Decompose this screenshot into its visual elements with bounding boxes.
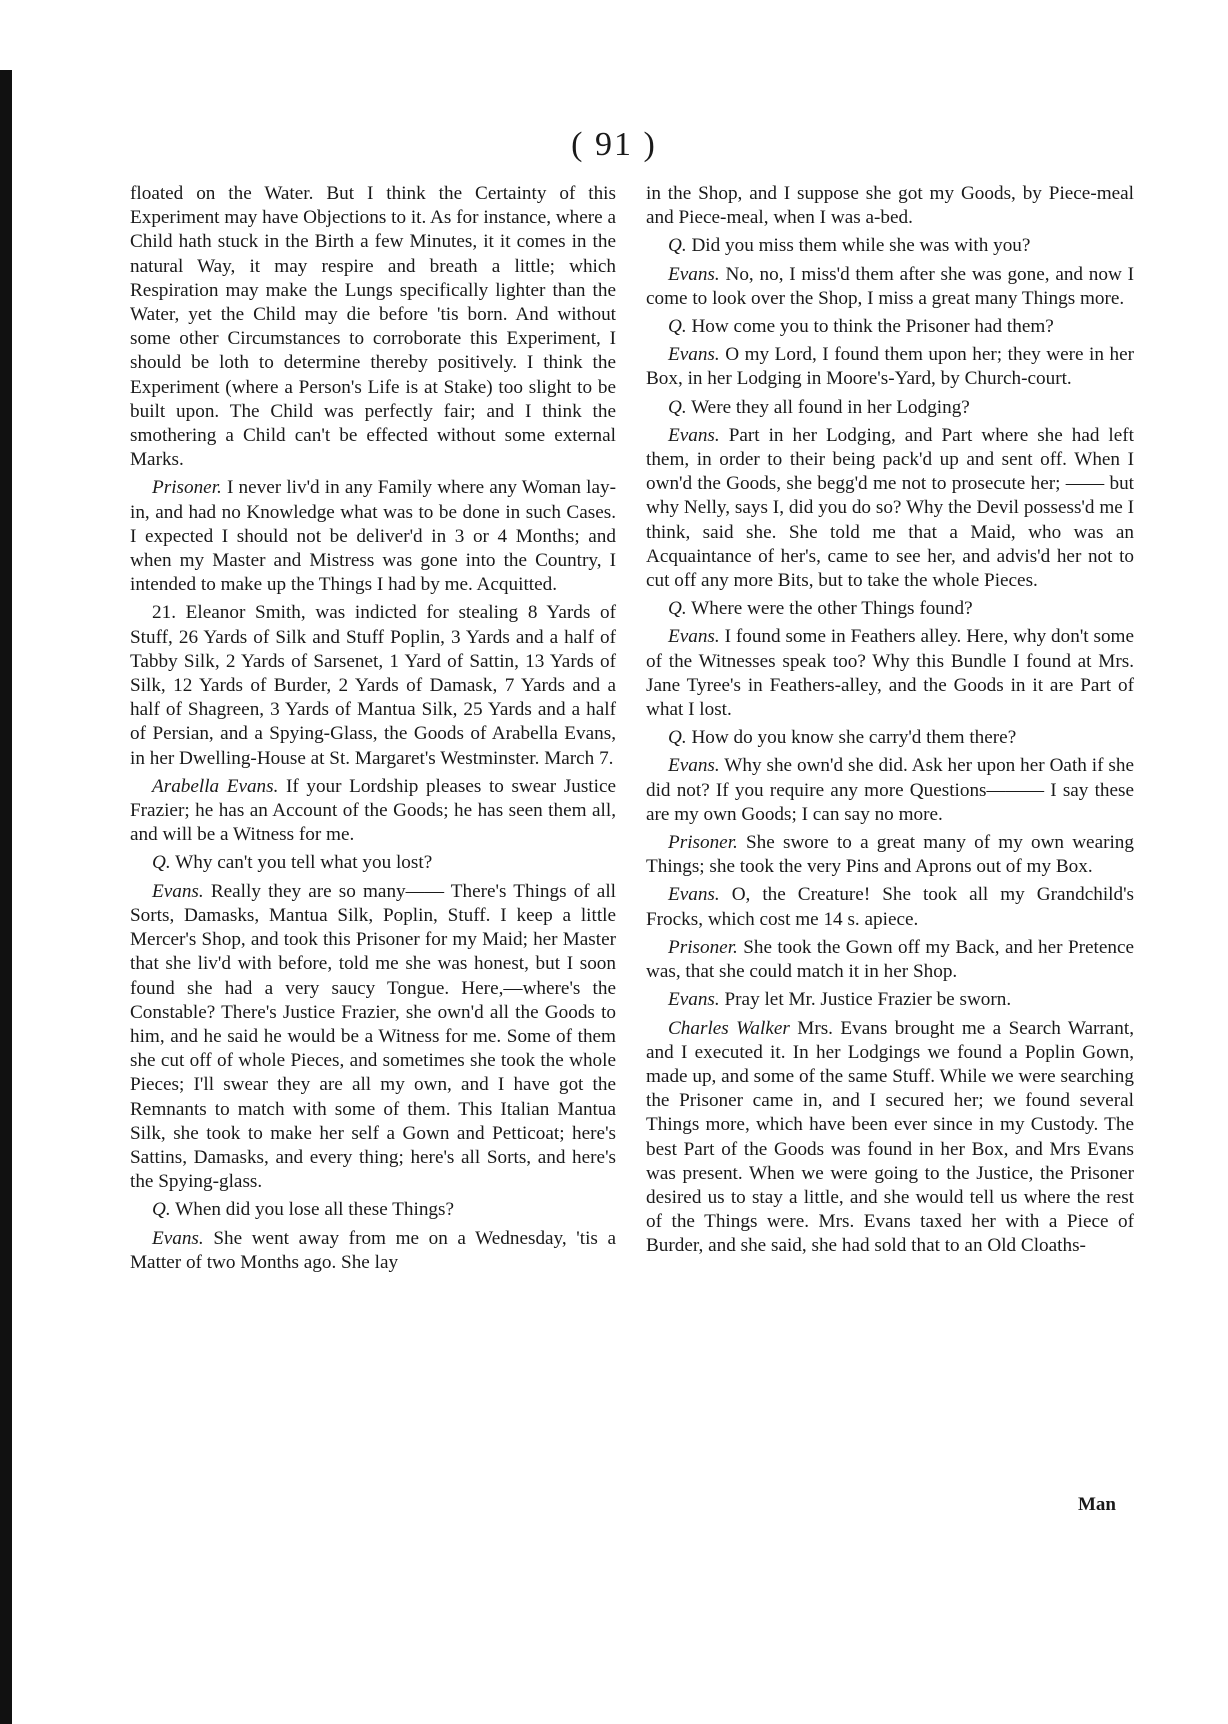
paragraph xyxy=(130,476,616,597)
paragraph xyxy=(130,851,616,875)
speaker-label: Evans. xyxy=(668,344,720,366)
paragraph-text: 21. Eleanor Smith, was indicted for stealing 8 Yards of Stuff, 26 Yards of Silk and Stuff Poplin, 3 Yards and a half of Tabby Silk, 2 Yards of Sarsenet, 1 Yard of Sattin, 13 Yards of Silk, 12 Yards of Burder, 2 Yards of Damask, 7 Yards and a half of Shagreen, 3 Yards of Mantua Silk, 25 Yards and a half of Persian, and a Spying-Glass, the Goods of Arabella Evans, in her Dwelling-House at St. Margaret's Westminster. March 7. xyxy=(130,602,616,769)
right-column xyxy=(646,182,1134,1263)
paragraph-text: O, the Creature! She took all my Grandchild's Frocks, which cost me 14 s. apiece. xyxy=(646,884,1134,930)
speaker-label: Evans. xyxy=(668,424,720,446)
paragraph-text: Where were the other Things found? xyxy=(691,598,973,620)
speaker-label: Q. xyxy=(668,316,687,338)
speaker-label: Q. xyxy=(668,598,687,620)
paragraph xyxy=(130,1198,616,1222)
paragraph-text: Why can't you tell what you lost? xyxy=(175,852,433,874)
paragraph-text: When did you lose all these Things? xyxy=(175,1199,454,1221)
paragraph xyxy=(646,936,1134,984)
speaker-label: Evans. xyxy=(668,989,720,1011)
paragraph-text: Why she own'd she did. Ask her upon her Oath if she did not? If you require any more Questions——— I say these are my own Goods; I can say no more. xyxy=(646,755,1134,825)
speaker-label: Evans. xyxy=(668,884,720,906)
paragraph-text: How do you know she carry'd them there? xyxy=(691,727,1017,749)
paragraph-text: Really they are so many—— There's Things of all Sorts, Damasks, Mantua Silk, Poplin, Stuff. I keep a little Mercer's Shop, and took this Prisoner for my Maid; her Master that she liv'd with before, told me she was honest, but I soon found she had a very saucy Tongue. Here,—where's the Constable? There's Justice Frazier, she own'd all the Goods to him, and he said he would be a Witness for me. Some of them she cut off of whole Pieces, and sometimes she took the whole Pieces; I'll swear they are all my own, and I have got the Remnants to match with some of them. This Italian Mantua Silk, she took to make her self a Gown and Petticoat; here's Sattins, Damasks, and every thing; here's all Sorts, and here's the Spying-glass. xyxy=(130,880,616,1193)
paragraph xyxy=(646,726,1134,750)
paragraph xyxy=(130,880,616,1195)
left-column xyxy=(130,182,616,1279)
speaker-label: Prisoner. xyxy=(668,832,738,854)
paragraph xyxy=(646,597,1134,621)
paragraph-text: I found some in Feathers alley. Here, why don't some of the Witnesses speak too? Why this Bundle I found at Mrs. Jane Tyree's in Feathers-alley, and the Goods in it are Part of what I lost. xyxy=(646,626,1134,721)
binding-edge xyxy=(0,70,12,1724)
paragraph-text: Part in her Lodging, and Part where she had left them, in order to their being pack'd up and sent off. When I own'd the Goods, she begg'd me not to prosecute her; —— but why Nelly, says I, did you do so? Why the Devil possess'd me I think, said she. She told me that a Maid, who was an Acquaintance of her's, came to see her, and advis'd her not to cut off any more Bits, but to take the whole Pieces. xyxy=(646,424,1135,592)
paragraph-text: in the Shop, and I suppose she got my Goods, by Piece-meal and Piece-meal, when I was a-bed. xyxy=(646,183,1134,229)
speaker-label: Q. xyxy=(152,1199,171,1221)
paragraph xyxy=(646,883,1134,931)
paragraph xyxy=(646,315,1134,339)
catchword: Man xyxy=(1078,1494,1116,1515)
speaker-label: Q. xyxy=(152,852,171,874)
speaker-label: Evans. xyxy=(152,880,204,902)
paragraph xyxy=(130,775,616,848)
paragraph xyxy=(130,182,616,472)
paragraph xyxy=(646,182,1134,230)
paragraph xyxy=(646,831,1134,879)
paragraph-text: How come you to think the Prisoner had them? xyxy=(691,316,1054,338)
speaker-label: Prisoner. xyxy=(668,936,738,958)
paragraph-text: floated on the Water. But I think the Certainty of this Experiment may have Objections to it. As for instance, where a Child hath stuck in the Birth a few Minutes, it it comes in the natural Way, it may respire and breath a little; which Respiration may make the Lungs specifically lighter than the Water, yet the Child may die before 'tis born. And without some other Circumstances to corroborate this Experiment, I should be loth to determine thereby positively. I think the Experiment (where a Person's Life is at Stake) too slight to be built upon. The Child was perfectly fair; and I think the smothering a Child can't be effected without some external Marks. xyxy=(130,183,616,471)
paragraph xyxy=(646,988,1134,1012)
paragraph-text: Pray let Mr. Justice Frazier be sworn. xyxy=(724,989,1012,1011)
paragraph xyxy=(646,234,1134,258)
speaker-label: Arabella Evans. xyxy=(152,775,279,797)
speaker-label: Evans. xyxy=(668,755,720,777)
speaker-label: Q. xyxy=(668,396,687,418)
paragraph-text: Mrs. Evans brought me a Search Warrant, and I executed it. In her Lodgings we found a Poplin Gown, made up, and some of the same Stuff. While we were searching the Prisoner came in, and I secured her; we found several Things more, which have been ever since in my Custody. The best Part of the Goods was found in her Box, and Mrs Evans was present. When we were going to the Justice, the Prisoner desired us to stay a little, and she would tell us where the rest of the Things were. Mrs. Evans taxed her with a Piece of Burder, and she said, she had sold that to an Old Cloaths- xyxy=(646,1017,1134,1257)
speaker-label: Evans. xyxy=(668,263,720,285)
paragraph xyxy=(646,625,1134,722)
paragraph xyxy=(646,396,1134,420)
paragraph-text: She went away from me on a Wednesday, 'tis a Matter of two Months ago. She lay xyxy=(130,1227,616,1273)
paragraph-text: Did you miss them while she was with you? xyxy=(691,235,1031,257)
speaker-label: Evans. xyxy=(152,1227,204,1249)
speaker-label: Q. xyxy=(668,235,687,257)
speaker-label: Prisoner. xyxy=(152,477,222,499)
speaker-label: Charles Walker xyxy=(668,1017,790,1039)
paragraph-text: She swore to a great many of my own wearing Things; she took the very Pins and Aprons out of my Box. xyxy=(646,832,1134,878)
paragraph xyxy=(646,424,1134,593)
paragraph-text: Were they all found in her Lodging? xyxy=(691,396,970,418)
paragraph xyxy=(646,754,1134,827)
paragraph-text: No, no, I miss'd them after she was gone, and now I come to look over the Shop, I miss a great many Things more. xyxy=(646,263,1134,309)
speaker-label: Evans. xyxy=(668,626,720,648)
paragraph-text: I never liv'd in any Family where any Woman lay-in, and had no Knowledge what was to be done in such Cases. I expected I should not be deliver'd in 3 or 4 Months; and when my Master and Mistress was gone into the Country, I intended to make up the Things I had by me. Acquitted. xyxy=(130,477,616,596)
paragraph-text: She took the Gown off my Back, and her Pretence was, that she could match it in her Shop. xyxy=(646,936,1134,983)
paragraph-text: If your Lordship pleases to swear Justice Frazier; he has an Account of the Goods; he has seen them all, and will be a Witness for me. xyxy=(130,775,616,846)
paragraph xyxy=(130,601,616,770)
paragraph xyxy=(646,263,1134,311)
page-number: ( 91 ) xyxy=(571,126,657,163)
paragraph xyxy=(130,1227,616,1275)
speaker-label: Q. xyxy=(668,727,687,749)
paragraph-text: O my Lord, I found them upon her; they were in her Box, in her Lodging in Moore's-Yard, by Church-court. xyxy=(646,344,1134,390)
paragraph xyxy=(646,1017,1134,1259)
paragraph xyxy=(646,343,1134,391)
